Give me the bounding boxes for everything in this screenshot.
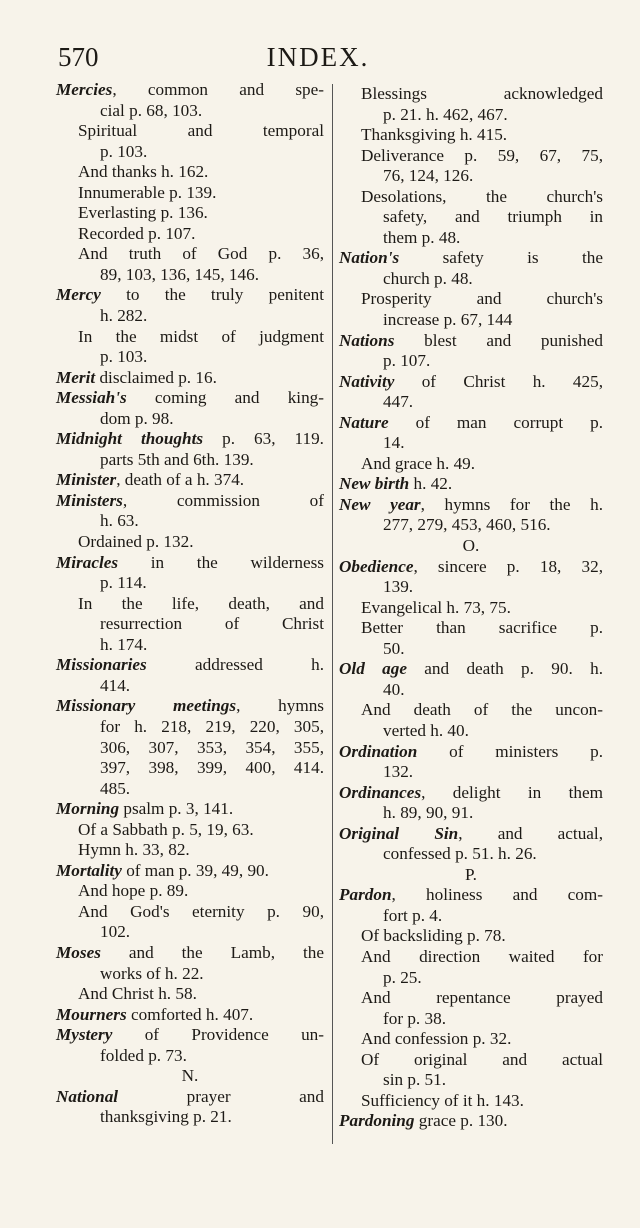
entry-text: Sufficiency of it h. 143. bbox=[361, 1090, 524, 1110]
index-line bbox=[339, 844, 603, 865]
entry-text: , common and spe- bbox=[112, 80, 324, 99]
entry-text: Deliverance p. 59, 67, 75, bbox=[361, 145, 603, 165]
index-line bbox=[339, 947, 603, 968]
entry-text: dom p. 98. bbox=[100, 408, 174, 428]
index-line bbox=[56, 101, 324, 122]
entry-text: h. 282. bbox=[100, 306, 148, 326]
entry-text: works of h. 22. bbox=[100, 963, 204, 983]
entry-text: p. 114. bbox=[100, 573, 147, 593]
entry-text: O. bbox=[462, 536, 480, 556]
entry-text: grace p. 130. bbox=[414, 1111, 508, 1131]
index-line bbox=[339, 639, 603, 660]
entry-text: Of a Sabbath p. 5, 19, 63. bbox=[78, 819, 254, 839]
entry-keyword: Nations bbox=[339, 330, 395, 350]
entry-text: And hope p. 89. bbox=[78, 881, 189, 901]
index-entry bbox=[339, 372, 603, 393]
entry-text: , holiness and com- bbox=[391, 885, 603, 905]
index-entry bbox=[56, 943, 324, 964]
index-line bbox=[56, 758, 324, 779]
entry-text: 132. bbox=[383, 762, 414, 782]
index-entry bbox=[56, 470, 324, 491]
index-line bbox=[56, 409, 324, 430]
entry-text: Ordained p. 132. bbox=[78, 532, 194, 552]
index-entry bbox=[56, 429, 324, 450]
entry-keyword: Mystery bbox=[56, 1025, 113, 1045]
index-line bbox=[56, 779, 324, 800]
index-line bbox=[56, 347, 324, 368]
index-line bbox=[56, 594, 324, 615]
entry-keyword: Pardon bbox=[339, 885, 392, 905]
index-column-left bbox=[56, 80, 324, 1128]
entry-text: church p. 48. bbox=[383, 268, 473, 288]
index-line bbox=[339, 146, 603, 167]
entry-text: h. 89, 90, 91. bbox=[383, 803, 474, 823]
entry-keyword: Obedience bbox=[339, 556, 414, 576]
entry-text: Of backsliding p. 78. bbox=[361, 926, 506, 946]
index-line bbox=[339, 1029, 603, 1050]
index-line bbox=[339, 577, 603, 598]
index-entry bbox=[56, 1005, 324, 1026]
entry-text: folded p. 73. bbox=[100, 1045, 187, 1065]
entry-text: p. 103. bbox=[100, 347, 148, 367]
entry-text: 485. bbox=[100, 778, 131, 798]
entry-keyword: Mercy bbox=[56, 285, 101, 305]
entry-text: p. 107. bbox=[383, 351, 431, 371]
index-line bbox=[56, 922, 324, 943]
entry-text: 397, 398, 399, 400, 414. bbox=[100, 758, 324, 778]
index-line bbox=[339, 166, 603, 187]
entry-text: and the Lamb, the bbox=[100, 942, 324, 962]
entry-text: 414. bbox=[100, 675, 131, 695]
entry-text: them p. 48. bbox=[383, 227, 461, 247]
entry-text: of man corrupt p. bbox=[388, 412, 603, 432]
index-line bbox=[339, 289, 603, 310]
index-entry bbox=[339, 557, 603, 578]
index-line bbox=[339, 207, 603, 228]
entry-keyword: Ministers bbox=[56, 490, 123, 510]
index-line bbox=[339, 310, 603, 331]
entry-text: cial p. 68, 103. bbox=[100, 100, 203, 120]
entry-text: And confession p. 32. bbox=[361, 1029, 512, 1049]
index-line bbox=[56, 738, 324, 759]
entry-text: safety is the bbox=[399, 248, 603, 268]
entry-keyword: Mercies bbox=[56, 80, 113, 99]
entry-text: resurrection of Christ bbox=[100, 614, 324, 634]
entry-text: Blessings acknowledged bbox=[361, 84, 603, 103]
index-entry bbox=[56, 1087, 324, 1108]
index-line bbox=[56, 840, 324, 861]
entry-keyword: Mourners bbox=[56, 1004, 127, 1024]
index-column-right bbox=[332, 84, 603, 1144]
index-line bbox=[56, 450, 324, 471]
index-line bbox=[339, 125, 603, 146]
index-line bbox=[56, 183, 324, 204]
index-line bbox=[56, 1046, 324, 1067]
entry-text: , and actual, bbox=[458, 823, 603, 843]
index-line bbox=[56, 964, 324, 985]
entry-keyword: Old age bbox=[339, 659, 407, 679]
entry-text: And grace h. 49. bbox=[361, 453, 476, 473]
index-line bbox=[339, 84, 603, 105]
entry-text: Recorded p. 107. bbox=[78, 223, 196, 243]
index-line bbox=[56, 820, 324, 841]
index-line bbox=[56, 244, 324, 265]
entry-text: p. 21. h. 462, 467. bbox=[383, 104, 508, 124]
entry-text: 89, 103, 136, 145, 146. bbox=[100, 264, 259, 284]
entry-text: parts 5th and 6th. 139. bbox=[100, 449, 254, 469]
page-number: 570 bbox=[58, 42, 99, 72]
index-entry bbox=[339, 474, 603, 495]
section-letter bbox=[56, 1066, 324, 1087]
entry-text: 277, 279, 453, 460, 516. bbox=[383, 515, 551, 535]
entry-keyword: Missionaries bbox=[56, 655, 147, 675]
entry-text: , commission of bbox=[122, 490, 324, 510]
entry-keyword: Nature bbox=[339, 412, 389, 432]
index-entry bbox=[56, 1025, 324, 1046]
index-line bbox=[56, 984, 324, 1005]
index-line bbox=[339, 269, 603, 290]
entry-keyword: New birth bbox=[339, 474, 410, 494]
entry-text: , hymns for the h. bbox=[420, 494, 603, 514]
entry-keyword: Midnight thoughts bbox=[56, 429, 204, 449]
index-line bbox=[339, 228, 603, 249]
index-entry bbox=[56, 388, 324, 409]
index-line bbox=[339, 105, 603, 126]
entry-text: of Christ h. 425, bbox=[394, 371, 603, 391]
index-line bbox=[339, 1091, 603, 1112]
entry-text: verted h. 40. bbox=[383, 720, 469, 740]
entry-text: 139. bbox=[383, 577, 414, 597]
index-entry bbox=[339, 885, 603, 906]
index-line bbox=[339, 680, 603, 701]
entry-text: confessed p. 51. h. 26. bbox=[383, 844, 537, 864]
index-entry bbox=[56, 655, 324, 676]
index-line bbox=[56, 121, 324, 142]
page-title: INDEX. bbox=[266, 42, 370, 72]
entry-keyword: National bbox=[56, 1086, 119, 1106]
entry-text: In the midst of judgment bbox=[78, 326, 324, 346]
entry-text: And God's eternity p. 90, bbox=[78, 901, 324, 921]
page-header bbox=[58, 42, 578, 76]
index-line bbox=[339, 721, 603, 742]
index-line bbox=[56, 717, 324, 738]
index-entry bbox=[339, 1111, 603, 1132]
entry-text: prayer and bbox=[118, 1086, 324, 1106]
index-entry bbox=[56, 491, 324, 512]
entry-text: sin p. 51. bbox=[383, 1070, 447, 1090]
entry-text: h. 42. bbox=[409, 474, 453, 494]
index-entry bbox=[56, 368, 324, 389]
entry-text: Better than sacrifice p. bbox=[361, 618, 603, 638]
entry-text: 40. bbox=[383, 679, 405, 699]
entry-text: disclaimed p. 16. bbox=[95, 367, 217, 387]
entry-keyword: Miracles bbox=[56, 552, 119, 572]
entry-text: h. 63. bbox=[100, 511, 139, 531]
entry-keyword: New year bbox=[339, 494, 421, 514]
entry-keyword: Merit bbox=[56, 367, 96, 387]
index-line bbox=[56, 573, 324, 594]
entry-text: p. 25. bbox=[383, 967, 422, 987]
entry-text: 76, 124, 126. bbox=[383, 166, 474, 186]
index-line bbox=[56, 902, 324, 923]
entry-text: , hymns bbox=[236, 696, 324, 716]
index-line bbox=[56, 265, 324, 286]
entry-text: blest and punished bbox=[394, 330, 603, 350]
index-entry bbox=[56, 553, 324, 574]
index-entry bbox=[339, 248, 603, 269]
entry-keyword: Mortality bbox=[56, 860, 122, 880]
entry-text: Everlasting p. 136. bbox=[78, 203, 208, 223]
index-entry bbox=[56, 285, 324, 306]
entry-text: for h. 218, 219, 220, 305, bbox=[100, 716, 324, 736]
entry-text: 447. bbox=[383, 392, 414, 412]
entry-keyword: Morning bbox=[56, 799, 120, 819]
entry-text: Prosperity and church's bbox=[361, 289, 603, 309]
entry-text: of Providence un- bbox=[112, 1025, 324, 1045]
entry-text: of man p. 39, 49, 90. bbox=[121, 860, 269, 880]
entry-text: , death of a h. 374. bbox=[116, 470, 245, 490]
entry-text: 50. bbox=[383, 638, 405, 658]
entry-keyword: Ordinances bbox=[339, 782, 422, 802]
index-line bbox=[339, 988, 603, 1009]
index-line bbox=[56, 676, 324, 697]
entry-text: psalm p. 3, 141. bbox=[119, 799, 234, 819]
index-line bbox=[339, 454, 603, 475]
index-entry bbox=[339, 783, 603, 804]
index-line bbox=[339, 926, 603, 947]
entry-text: of ministers p. bbox=[417, 741, 603, 761]
index-entry bbox=[56, 696, 324, 717]
entry-text: increase p. 67, 144 bbox=[383, 310, 513, 330]
index-line bbox=[339, 1070, 603, 1091]
index-entry bbox=[339, 413, 603, 434]
entry-text: And truth of God p. 36, bbox=[78, 244, 324, 264]
index-entry bbox=[339, 495, 603, 516]
index-line bbox=[339, 351, 603, 372]
index-line bbox=[339, 803, 603, 824]
index-entry bbox=[56, 799, 324, 820]
entry-text: to the truly penitent bbox=[100, 285, 324, 305]
index-line bbox=[56, 1107, 324, 1128]
entry-keyword: Missionary meetings bbox=[56, 696, 237, 716]
entry-text: coming and king- bbox=[126, 388, 324, 408]
entry-text: Desolations, the church's bbox=[361, 186, 603, 206]
index-line bbox=[339, 187, 603, 208]
entry-text: addressed h. bbox=[146, 655, 324, 675]
index-entry bbox=[339, 659, 603, 680]
index-line bbox=[56, 162, 324, 183]
entry-text: In the life, death, and bbox=[78, 593, 324, 613]
index-line bbox=[339, 906, 603, 927]
entry-text: Spiritual and temporal bbox=[78, 121, 324, 141]
entry-text: , sincere p. 18, 32, bbox=[413, 556, 603, 576]
entry-keyword: Nativity bbox=[339, 371, 395, 391]
entry-text: comforted h. 407. bbox=[126, 1004, 254, 1024]
index-entry bbox=[339, 331, 603, 352]
index-line bbox=[56, 306, 324, 327]
entry-text: 306, 307, 353, 354, 355, bbox=[100, 737, 324, 757]
section-letter bbox=[339, 865, 603, 886]
index-line bbox=[339, 433, 603, 454]
entry-text: Thanksgiving h. 415. bbox=[361, 125, 508, 145]
index-line bbox=[56, 511, 324, 532]
index-line bbox=[339, 968, 603, 989]
index-line bbox=[56, 203, 324, 224]
entry-text: 102. bbox=[100, 922, 131, 942]
entry-text: And death of the uncon- bbox=[361, 700, 603, 720]
entry-keyword: Pardoning bbox=[339, 1111, 415, 1131]
index-line bbox=[339, 762, 603, 783]
index-line bbox=[56, 224, 324, 245]
index-entry bbox=[56, 861, 324, 882]
entry-keyword: Minister bbox=[56, 470, 117, 490]
index-entry bbox=[339, 824, 603, 845]
index-line bbox=[339, 1050, 603, 1071]
entry-text: for p. 38. bbox=[383, 1008, 447, 1028]
entry-text: 14. bbox=[383, 433, 405, 453]
entry-text: Hymn h. 33, 82. bbox=[78, 840, 190, 860]
entry-text: Of original and actual bbox=[361, 1049, 603, 1069]
entry-text: Evangelical h. 73, 75. bbox=[361, 597, 511, 617]
index-line bbox=[56, 635, 324, 656]
entry-text: safety, and triumph in bbox=[383, 207, 603, 227]
entry-keyword: Messiah's bbox=[56, 388, 127, 408]
index-line bbox=[56, 614, 324, 635]
index-line bbox=[56, 142, 324, 163]
entry-text: thanksgiving p. 21. bbox=[100, 1107, 232, 1127]
entry-text: p. 103. bbox=[100, 141, 148, 161]
index-line bbox=[56, 532, 324, 553]
entry-text: And thanks h. 162. bbox=[78, 162, 209, 182]
entry-text: And repentance prayed bbox=[361, 988, 603, 1008]
index-line bbox=[339, 700, 603, 721]
index-line bbox=[339, 515, 603, 536]
entry-text: And direction waited for bbox=[361, 946, 603, 966]
entry-keyword: Original Sin bbox=[339, 823, 459, 843]
index-entry bbox=[339, 742, 603, 763]
entry-text: h. 174. bbox=[100, 634, 148, 654]
entry-text: and death p. 90. h. bbox=[406, 659, 603, 679]
entry-text: And Christ h. 58. bbox=[78, 984, 197, 1004]
entry-text: P. bbox=[465, 864, 477, 884]
entry-text: fort p. 4. bbox=[383, 905, 443, 925]
entry-text: in the wilderness bbox=[118, 552, 324, 572]
entry-text: p. 63, 119. bbox=[203, 429, 324, 449]
index-entry bbox=[56, 80, 324, 101]
entry-text: , delight in them bbox=[421, 782, 603, 802]
entry-text: Innumerable p. 139. bbox=[78, 182, 217, 202]
index-line bbox=[339, 598, 603, 619]
index-line bbox=[339, 1009, 603, 1030]
index-line bbox=[56, 327, 324, 348]
index-line bbox=[339, 618, 603, 639]
entry-keyword: Moses bbox=[56, 942, 101, 962]
entry-text: N. bbox=[181, 1066, 199, 1086]
entry-keyword: Ordination bbox=[339, 741, 418, 761]
index-line bbox=[339, 392, 603, 413]
index-line bbox=[56, 881, 324, 902]
section-letter bbox=[339, 536, 603, 557]
entry-keyword: Nation's bbox=[339, 248, 400, 268]
